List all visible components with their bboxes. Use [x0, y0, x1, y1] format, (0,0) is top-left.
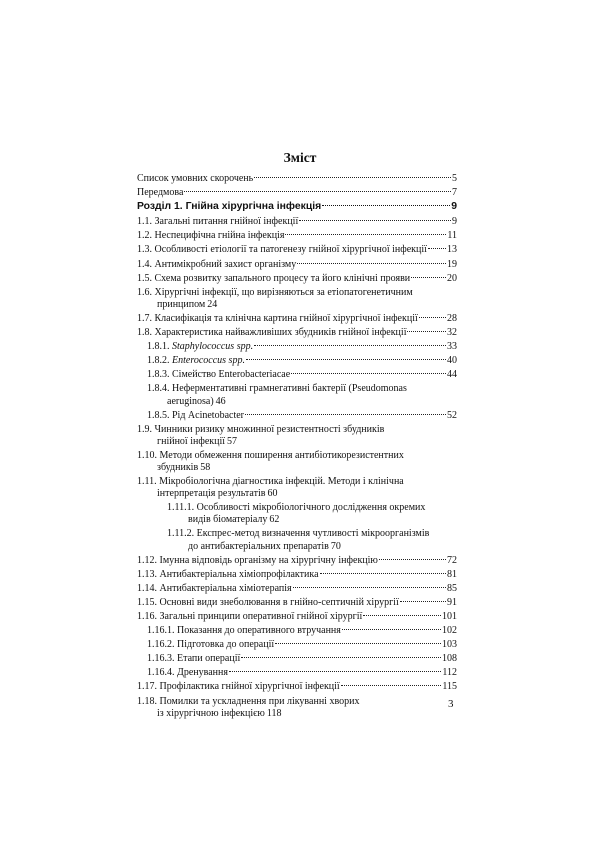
dot-leader [245, 414, 446, 415]
toc-entry-page: 58 [200, 461, 211, 473]
dot-leader [297, 263, 446, 264]
toc-entry-number: 1.17. [137, 681, 157, 693]
toc-entry-title: Особливості мікробіологічного дослідження окремих [196, 502, 426, 514]
toc-entry-page: 33 [447, 341, 457, 353]
toc-entry[interactable] [137, 201, 457, 213]
toc-entry-title: Передмова [137, 187, 184, 199]
toc-entry[interactable] [137, 230, 457, 242]
toc-entry-title: Неспецифічна гнійна інфекція [154, 230, 285, 242]
dot-leader [184, 191, 451, 192]
toc-entry[interactable] [147, 355, 457, 367]
toc-entry[interactable] [137, 244, 457, 256]
toc-entry-title: Дренування [177, 667, 228, 679]
toc-entry-title: Загальні принципи оперативної гнійної хірургії [159, 611, 363, 622]
toc-entry-title: Антимікробний захист організму [154, 258, 297, 270]
dot-leader [419, 317, 446, 318]
toc-entry-title: Профілактика гнійної хірургічної інфекції [159, 681, 340, 693]
toc-entry-number: 1.13. [137, 568, 157, 580]
dot-leader [407, 331, 446, 332]
toc-entry[interactable] [147, 410, 457, 422]
toc-entry-number: 1.7. [137, 312, 152, 324]
toc-entry-page: 62 [269, 514, 280, 526]
toc-entry[interactable] [137, 287, 457, 311]
toc-entry[interactable] [137, 273, 457, 285]
dot-leader [379, 559, 446, 560]
toc-entry-title: Рід Acinetobacter [172, 409, 245, 421]
toc-entry-page: 60 [267, 488, 278, 500]
toc-entry-number: 1.11.1. [167, 502, 195, 514]
dot-leader [275, 643, 441, 644]
toc-entry-title: Загальні питання гнійної інфекції [154, 216, 299, 228]
toc-entry[interactable] [137, 681, 457, 693]
toc-entry-title: Staphylococcus spp. [172, 341, 254, 353]
toc-entry-number: 1.16.4. [147, 667, 175, 679]
toc-entry-number: 1.8. [137, 327, 152, 339]
toc-entry-number: 1.11.2. [167, 528, 195, 540]
toc-entry-number: 1.2. [137, 230, 152, 242]
toc-entry-number: 1.8.5. [147, 409, 170, 421]
toc-entry-title-continued: гнійної інфекції [157, 435, 226, 447]
toc-entry-title: Підготовка до операції [177, 639, 275, 651]
toc-entry-page: 103 [442, 639, 457, 651]
toc-entry-title: Список умовних скорочень [137, 173, 254, 184]
toc-entry[interactable] [147, 667, 457, 679]
toc-entry-number: 1.3. [137, 244, 152, 256]
toc-entry[interactable] [137, 583, 457, 595]
toc-entry-page: 101 [442, 611, 457, 622]
toc-entry-title: Чинники ризику множинної резистентності збудників [154, 423, 385, 435]
toc-entry[interactable] [147, 341, 457, 353]
dot-leader [411, 277, 446, 278]
dot-leader [254, 177, 451, 178]
toc-entry-title: Схема розвитку запального процесу та його клінічні прояви [154, 272, 411, 284]
toc-entry-title: Характеристика найважливіших збудників гнійної інфекції [154, 327, 407, 339]
toc-entry-title: Антибактеріальна хіміотерапія [159, 582, 292, 594]
toc-entry-page: 5 [452, 173, 457, 184]
toc-entry-title-continued: збудників [157, 461, 199, 473]
toc-entry-title-continued: aeruginosa) [167, 395, 214, 407]
toc-entry-page: 24 [207, 298, 218, 310]
toc-entry-page: 102 [442, 625, 457, 637]
toc-entry-page: 11 [447, 230, 457, 242]
toc-entry-title: Особливості етіології та патогенезу гнійної хірургічної інфекції [154, 244, 427, 256]
toc-entry-title: Сімейство Enterobacteriacae [172, 369, 291, 381]
toc-entry-page: 85 [447, 582, 457, 594]
dot-leader [299, 220, 451, 221]
toc-entry-title: Основні види знеболювання в гнійно-септичній хірургії [159, 596, 399, 608]
toc-entry-number: 1.10. [137, 449, 157, 461]
toc-entry[interactable] [137, 327, 457, 339]
toc-entry[interactable] [137, 187, 457, 199]
toc-entry-page: 115 [442, 681, 457, 693]
toc-entry-title: Експрес-метод визначення чутливості мікроорганізмів [196, 528, 430, 540]
toc-entry-number: 1.16.1. [147, 625, 175, 637]
dot-leader [229, 671, 441, 672]
toc-entry-title: Імунна відповідь організму на хірургічну інфекцію [159, 554, 378, 566]
toc-entry-number: 1.12. [137, 554, 157, 566]
toc-entry-number: 1.15. [137, 596, 157, 608]
toc-entry-page: 57 [227, 435, 238, 447]
toc-entry-page: 108 [442, 653, 457, 665]
dot-leader [428, 248, 446, 249]
toc-entry-number: 1.8.1. [147, 341, 170, 353]
toc-entry-page: 81 [447, 568, 457, 580]
page-number: 3 [448, 698, 454, 710]
dot-leader [400, 601, 446, 602]
toc-entry-page: 44 [447, 369, 457, 381]
toc-entry-number: 1.8.2. [147, 355, 170, 367]
toc-entry-title-continued: із хірургічною інфекцією [157, 707, 265, 719]
toc-entry[interactable] [137, 597, 457, 609]
toc-entry-number: 1.8.4. [147, 383, 170, 395]
toc-entry-title: Enterococcus spp. [172, 355, 245, 367]
toc-entry-page: 28 [447, 312, 457, 324]
toc-entry[interactable] [147, 383, 457, 407]
toc-entry-page: 13 [447, 244, 457, 256]
toc-entry-number: 1.9. [137, 423, 152, 435]
toc-entry-number: 1.1. [137, 216, 152, 228]
toc-entry[interactable] [137, 476, 457, 500]
toc-entry-page: 19 [447, 258, 457, 270]
toc-entry-title: Розділ 1. Гнійна хірургічна інфекція [137, 201, 322, 213]
toc-entry-page: 9 [452, 216, 457, 228]
toc-entry-number: 1.14. [137, 582, 157, 594]
toc-entry-number: 1.4. [137, 258, 152, 270]
toc-entry-title: Показання до оперативного втручання [177, 625, 341, 637]
dot-leader [291, 373, 446, 374]
toc-entry-title: Класифікація та клінічна картина гнійної хірургічної інфекції [154, 312, 418, 324]
toc-entry-title: Етапи операції [177, 653, 241, 665]
toc-entry[interactable] [137, 555, 457, 567]
toc-entry-title: Неферментативні грамнегативні бактерії (Pseudomonas [172, 383, 407, 395]
toc-entry-title: Помилки та ускладнення при лікуванні хворих [159, 695, 360, 707]
toc-entry-title: Хірургічні інфекції, що вирізняються за етіопатогенетичним [154, 286, 413, 298]
toc-entry-title-continued: до антибактеріальних препаратів [188, 540, 329, 552]
toc-entry[interactable] [137, 313, 457, 325]
toc-entry[interactable] [137, 216, 457, 228]
toc-entry-number: 1.16. [137, 611, 157, 622]
toc-entry-page: 112 [442, 667, 457, 679]
toc-entry-page: 46 [215, 395, 226, 407]
toc-entry-title: Методи обмеження поширення антибіотикорезистентних [159, 449, 404, 461]
toc-entry[interactable] [167, 528, 457, 552]
toc-entry[interactable] [147, 625, 457, 637]
dot-leader [246, 359, 446, 360]
toc-entry[interactable] [147, 653, 457, 665]
dot-leader [363, 615, 441, 616]
toc-entry-number: 1.16.3. [147, 653, 175, 665]
dot-leader [254, 345, 446, 346]
toc-entry-page: 72 [447, 554, 457, 566]
toc-entry[interactable] [137, 173, 457, 185]
toc-entry[interactable] [137, 259, 457, 271]
toc-entry-page: 91 [447, 596, 457, 608]
toc-entry[interactable] [137, 450, 457, 474]
toc-entry-title-continued: принципом [157, 298, 206, 310]
toc-entry-number: 1.6. [137, 286, 152, 298]
dot-leader [322, 205, 450, 206]
toc-entry-page: 70 [330, 540, 341, 552]
toc-entry[interactable] [137, 424, 457, 448]
toc-entry-number: 1.18. [137, 695, 157, 707]
dot-leader [342, 629, 441, 630]
toc-entry-number: 1.16.2. [147, 639, 175, 651]
toc-entry[interactable] [167, 502, 457, 526]
toc-entry-page: 7 [452, 187, 457, 199]
toc-entry-page: 32 [447, 327, 457, 339]
toc-entry[interactable] [137, 611, 457, 623]
toc-entry-title: Антибактеріальна хіміопрофілактика [159, 568, 319, 580]
toc-entry-number: 1.5. [137, 272, 152, 284]
toc-entry-title-continued: видів біоматеріалу [188, 514, 268, 526]
dot-leader [285, 234, 446, 235]
toc-entry-title: Мікробіологічна діагностика інфекцій. Методи і клінічна [159, 476, 404, 488]
toc-entry[interactable] [137, 569, 457, 581]
toc-entry-number: 1.8.3. [147, 369, 170, 381]
table-of-contents [137, 173, 457, 722]
toc-entry[interactable] [137, 696, 457, 720]
toc-entry-title-continued: інтерпретація результатів [157, 488, 266, 500]
toc-entry-page: 40 [447, 355, 457, 367]
toc-entry-page: 20 [447, 272, 457, 284]
dot-leader [341, 685, 442, 686]
toc-entry-page: 52 [447, 409, 457, 421]
dot-leader [320, 573, 446, 574]
toc-entry-number: 1.11. [137, 476, 157, 488]
dot-leader [241, 657, 441, 658]
toc-entry-page: 118 [266, 707, 282, 719]
page-title: Зміст [283, 150, 317, 165]
toc-entry[interactable] [147, 369, 457, 381]
toc-entry[interactable] [147, 639, 457, 651]
dot-leader [293, 587, 446, 588]
toc-entry-page: 9 [451, 201, 457, 213]
